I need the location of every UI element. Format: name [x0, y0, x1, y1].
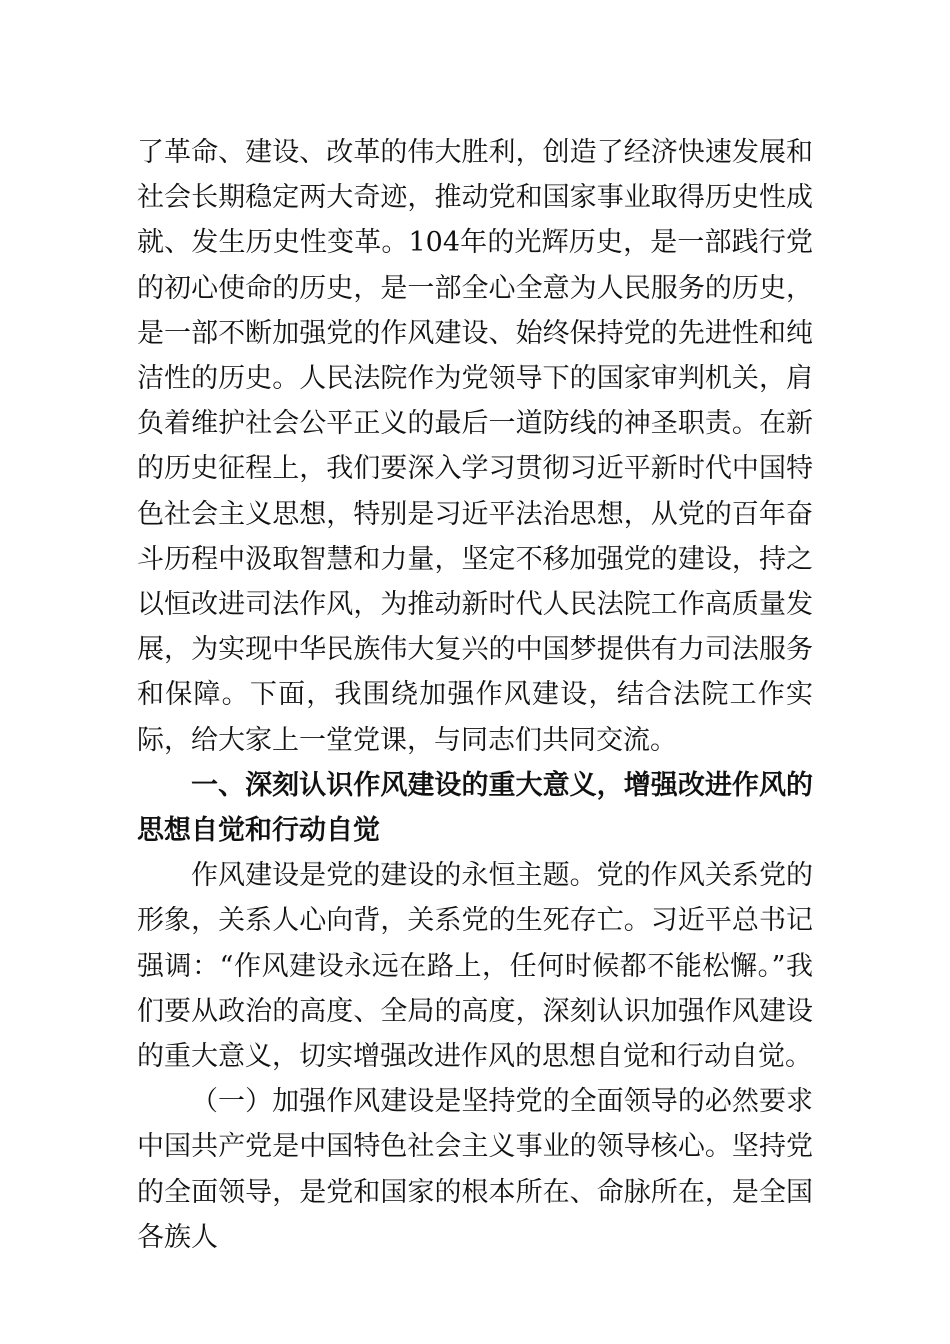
section-heading-1: 一、深刻认识作风建设的重大意义，增强改进作风的思想自觉和行动自觉	[137, 769, 813, 847]
document-body	[137, 130, 813, 1260]
paragraph-continued: 了革命、建设、改革的伟大胜利，创造了经济快速发展和社会长期稳定两大奇迹，推动党和国家事业取得历史性成就、发生历史性变革。104年的光辉历史，是一部践行党的初心使命的历史，是一部全心全意为人民服务的历史，是一部不断加强党的作风建设、始终保持党的先进性和纯洁性的历史。人民法院作为党领导下的国家审判机关，肩负着维护社会公平正义的最后一道防线的神圣职责。在新的历史征程上，我们要深入学习贯彻习近平新时代中国特色社会主义思想，特别是习近平法治思想，从党的百年奋斗历程中汲取智慧和力量，坚定不移加强党的建设，持之以恒改进司法作风，为推动新时代人民法院工作高质量发展，为实现中华民族伟大复兴的中国梦提供有力司法服务和保障。下面，我围绕加强作风建设，结合法院工作实际，给大家上一堂党课，与同志们共同交流。	[137, 137, 813, 756]
paragraph-subsection-1: （一）加强作风建设是坚持党的全面领导的必然要求中国共产党是中国特色社会主义事业的领导核心。坚持党的全面领导，是党和国家的根本所在、命脉所在，是全国各族人	[137, 1086, 813, 1253]
paragraph-section-intro: 作风建设是党的建设的永恒主题。党的作风关系党的形象，关系人心向背，关系党的生死存亡。习近平总书记强调：“作风建设永远在路上，任何时候都不能松懈。”我们要从政治的高度、全局的高度，深刻认识加强作风建设的重大意义，切实增强改进作风的思想自觉和行动自觉。	[137, 860, 813, 1073]
